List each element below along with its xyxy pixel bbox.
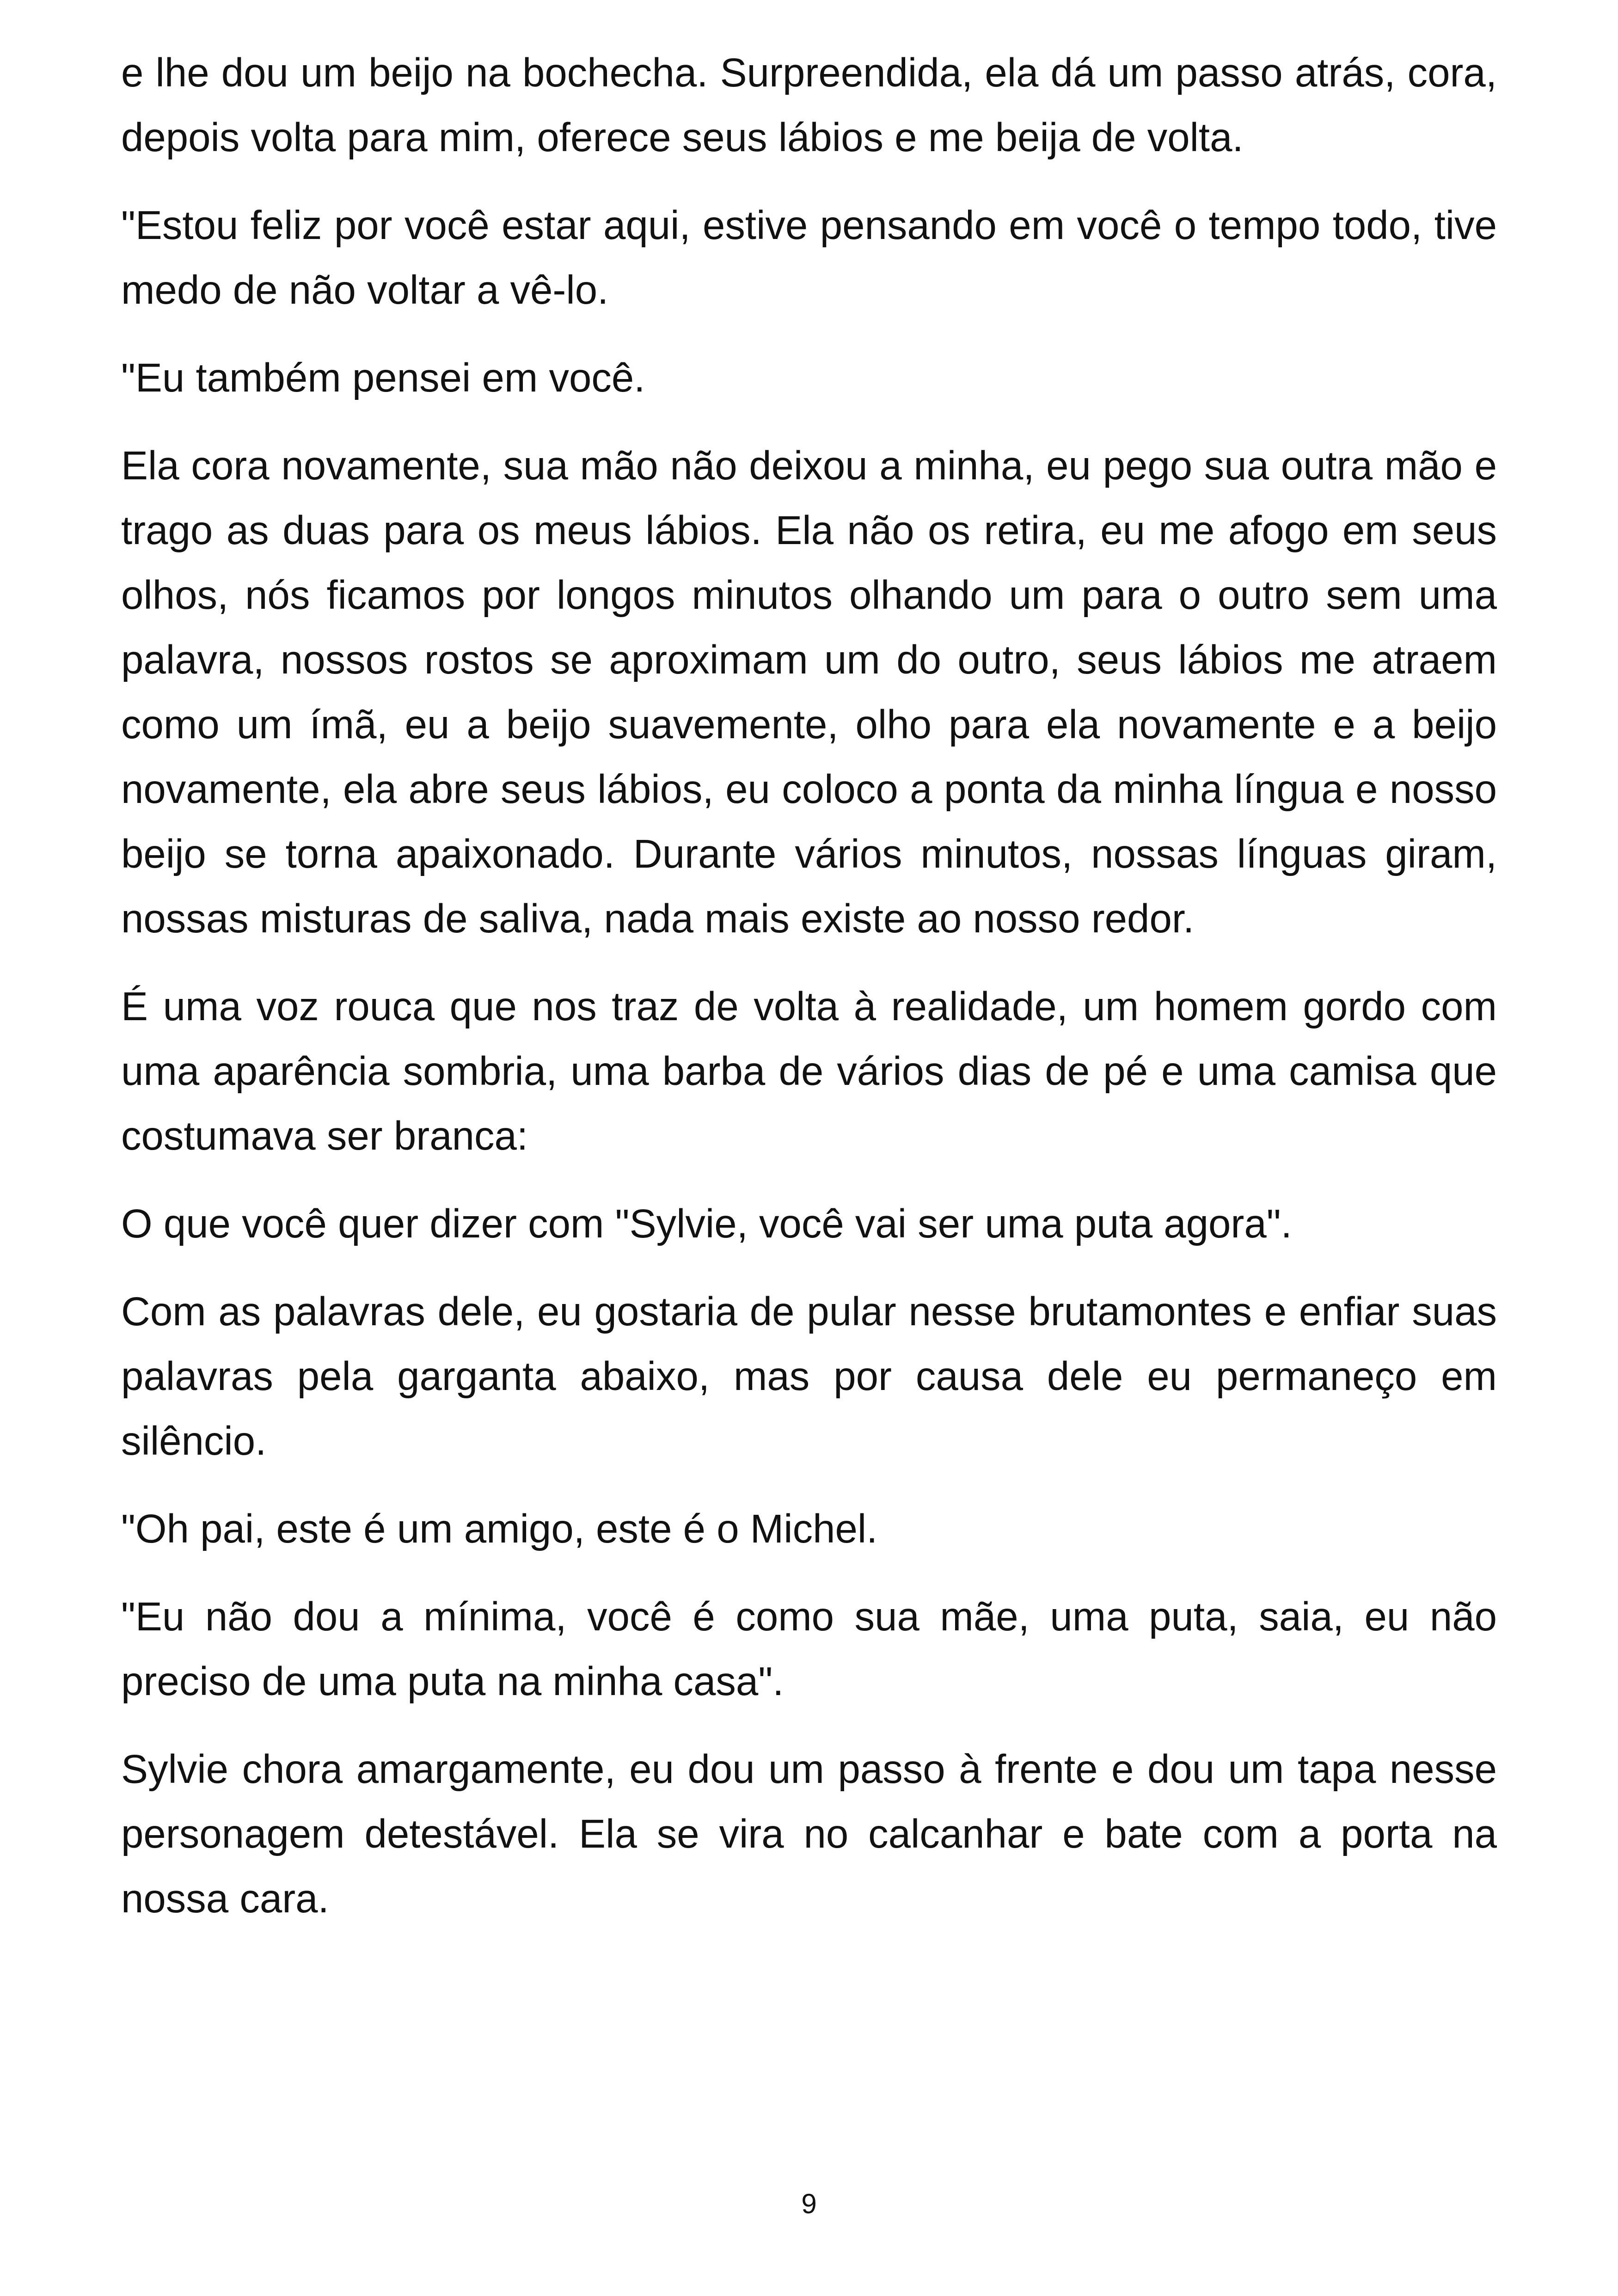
paragraph-10: Sylvie chora amargamente, eu dou um passo à frente e dou um tapa nesse personagem detestável. Ela se vira no calcanhar e bate com a porta na nossa cara. — [121, 1747, 1497, 1921]
paragraph-2: "Estou feliz por você estar aqui, estive pensando em você o tempo todo, tive medo de não voltar a vê-lo. — [121, 203, 1497, 312]
page-number: 9 — [801, 2188, 817, 2219]
paragraph-1: e lhe dou um beijo na bochecha. Surpreendida, ela dá um passo atrás, cora, depois volta para mim, oferece seus lábios e me beija de volta. — [121, 50, 1497, 160]
paragraph-9: "Eu não dou a mínima, você é como sua mãe, uma puta, saia, eu não preciso de uma puta na minha casa". — [121, 1594, 1497, 1704]
paragraph-6: O que você quer dizer com "Sylvie, você vai ser uma puta agora". — [121, 1201, 1292, 1246]
paragraph-4: Ela cora novamente, sua mão não deixou a minha, eu pego sua outra mão e trago as duas para os meus lábios. Ela não os retira, eu me afogo em seus olhos, nós ficamos por longos minutos olhando um para o outro sem uma palavra, nossos rostos se aproximam um do outro, seus lábios me atraem como um ímã, eu a beijo suavemente, olho para ela novamente e a beijo novamente, ela abre seus lábios, eu coloco a ponta da minha língua e nosso beijo se torna apaixonado. Durante vários minutos, nossas línguas giram, nossas misturas de saliva, nada mais existe ao nosso redor. — [121, 443, 1497, 941]
paragraph-8: "Oh pai, este é um amigo, este é o Michel. — [121, 1506, 878, 1551]
paragraph-5: É uma voz rouca que nos traz de volta à realidade, um homem gordo com uma aparência sombria, uma barba de vários dias de pé e uma camisa que costumava ser branca: — [121, 984, 1497, 1158]
paragraph-7: Com as palavras dele, eu gostaria de pular nesse brutamontes e enfiar suas palavras pela garganta abaixo, mas por causa dele eu permaneço em silêncio. — [121, 1289, 1497, 1463]
body-text — [121, 41, 1497, 1954]
paragraph-3: "Eu também pensei em você. — [121, 355, 645, 400]
